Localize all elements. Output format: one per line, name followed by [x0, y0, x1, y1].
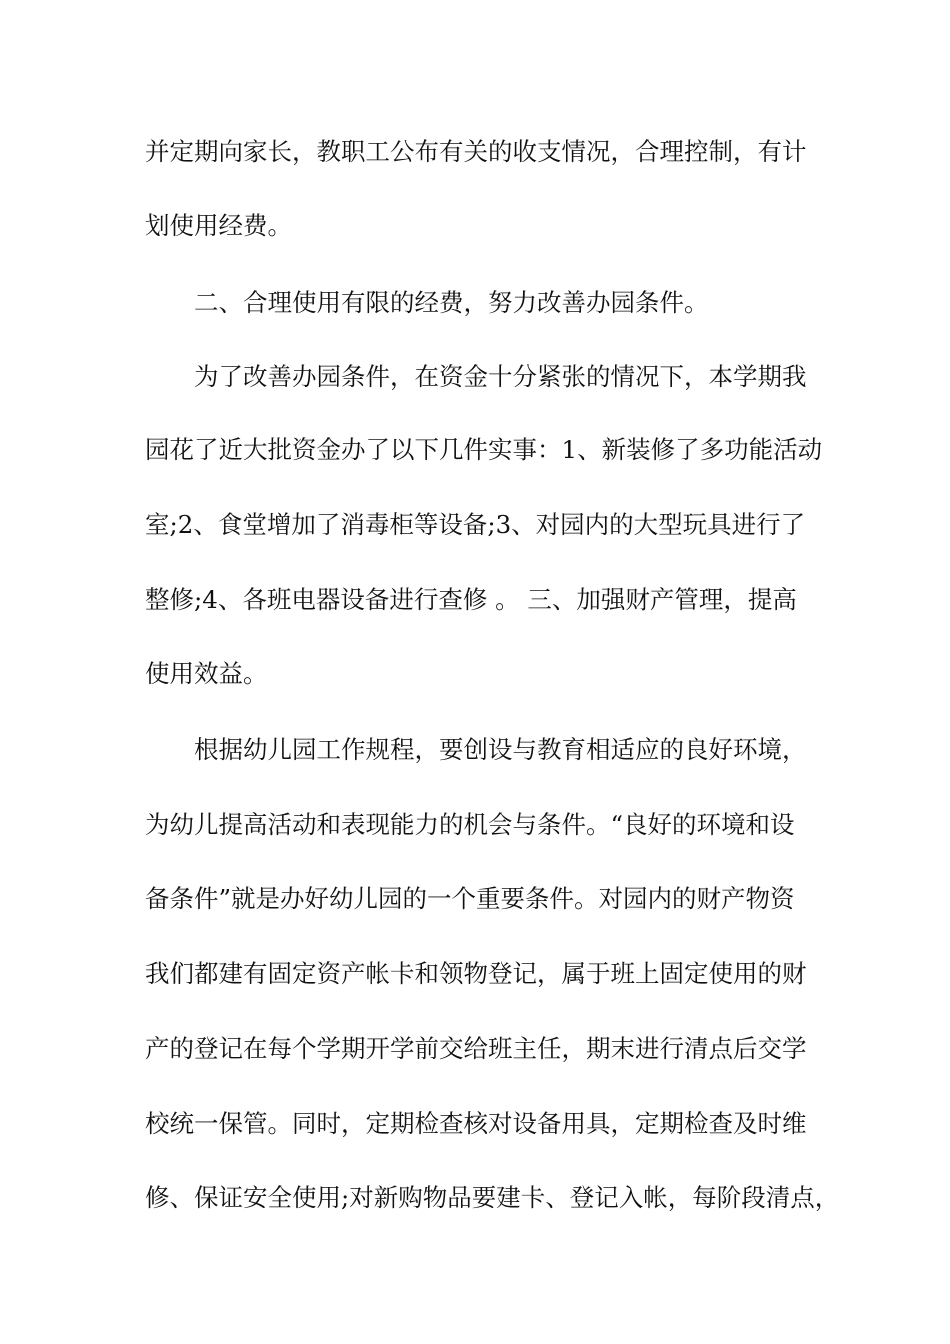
- text-line: 校统一保管。同时，定期检查核对设备用具，定期检查及时维: [145, 1109, 807, 1138]
- text-line: 使用效益。: [145, 659, 268, 688]
- text-line: 为幼儿提高活动和表现能力的机会与条件。“良好的环境和设: [145, 810, 795, 839]
- text-line: 并定期向家长，教职工公布有关的收支情况，合理控制，有计: [145, 137, 807, 166]
- text-line: 修、保证安全使用;对新购物品要建卡、登记入帐，每阶段清点，: [145, 1183, 840, 1212]
- text-line: 园花了近大批资金办了以下几件实事：1、新装修了多功能活动: [145, 435, 823, 464]
- section-heading: 二、合理使用有限的经费，努力改善办园条件。: [194, 288, 709, 317]
- text-line: 根据幼儿园工作规程，要创设与教育相适应的良好环境，: [194, 735, 807, 764]
- text-line: 我们都建有固定资产帐卡和领物登记，属于班上固定使用的财: [145, 959, 807, 988]
- text-line: 备条件”就是办好幼儿园的一个重要条件。对园内的财产物资: [145, 884, 795, 913]
- text-line: 划使用经费。: [145, 211, 292, 240]
- text-line: 产的登记在每个学期开学前交给班主任，期末进行清点后交学: [145, 1034, 807, 1063]
- text-line: 为了改善办园条件，在资金十分紧张的情况下，本学期我: [194, 362, 807, 391]
- text-line: 室;2、食堂增加了消毒柜等设备;3、对园内的大型玩具进行了: [145, 510, 806, 539]
- text-line: 整修;4、各班电器设备进行查修 。 三、加强财产管理，提高: [145, 585, 797, 614]
